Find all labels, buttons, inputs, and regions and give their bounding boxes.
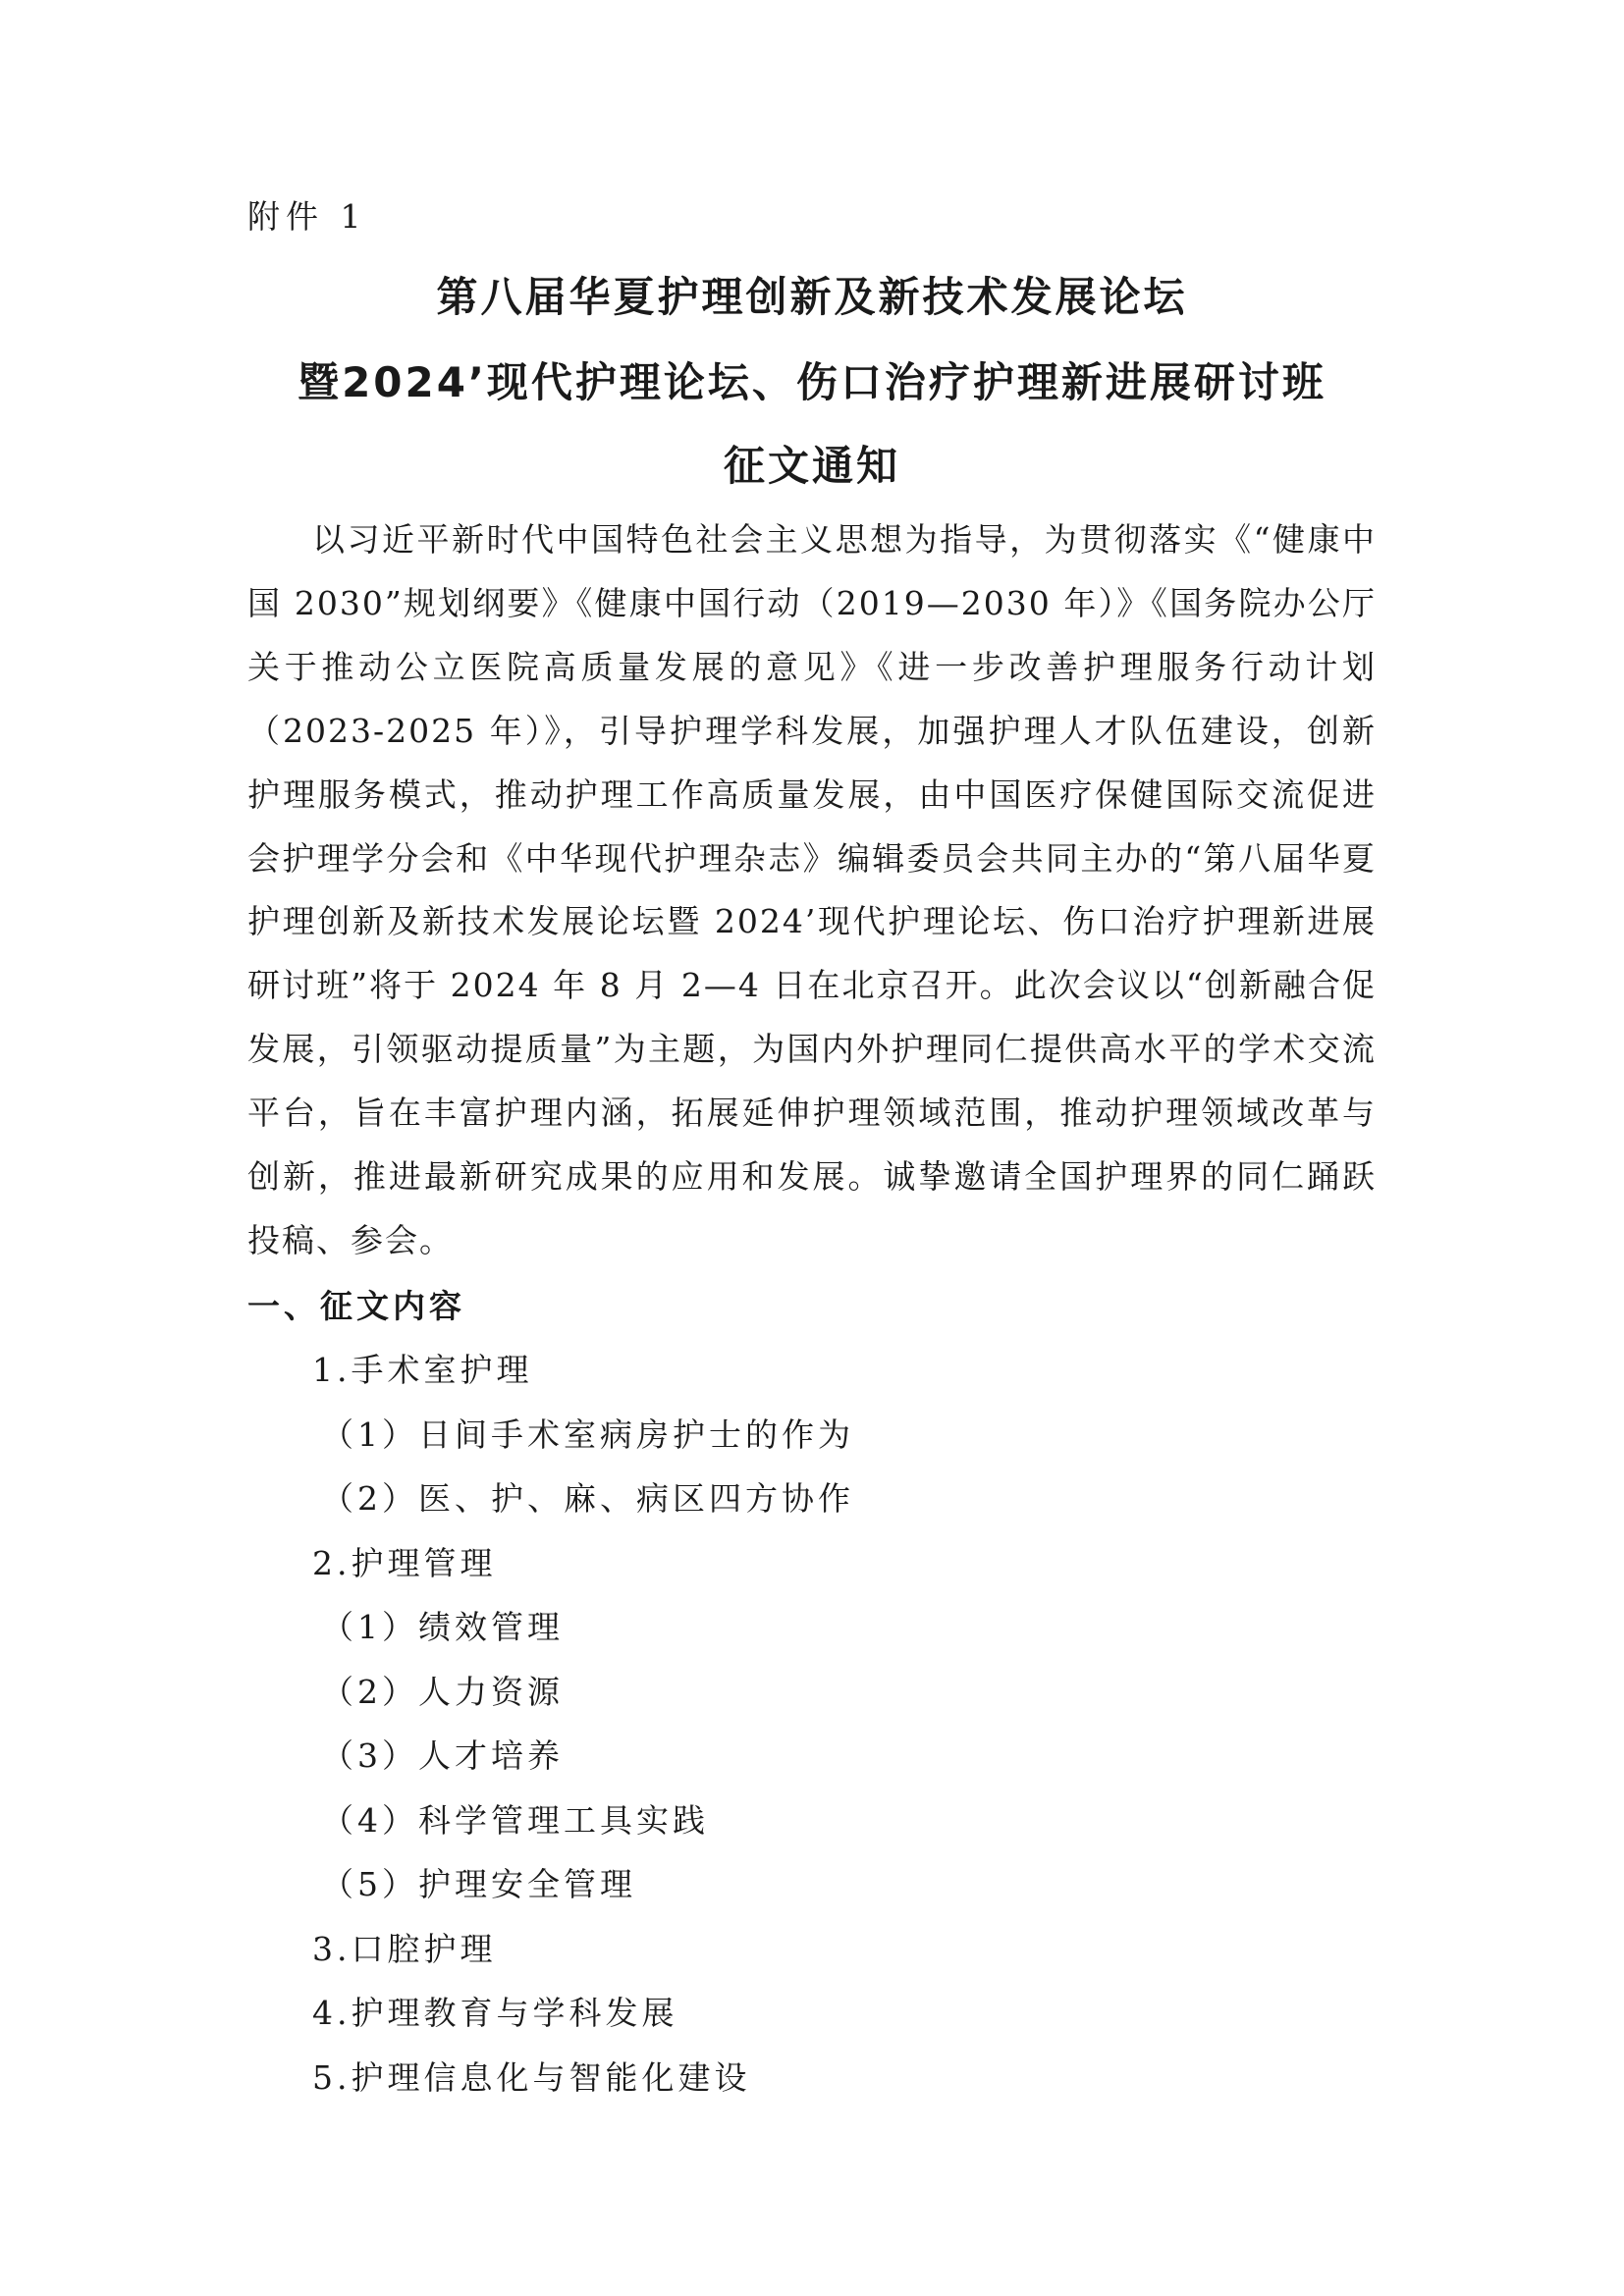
title-line-3: 征文通知: [723, 442, 900, 490]
attachment-label: 附件 1: [247, 197, 367, 236]
outline-subtopic: （1）日间手术室病房护士的作为: [321, 1415, 854, 1454]
outline-topic: 3.口腔护理: [312, 1929, 497, 1968]
outline-subtopic: （5）护理安全管理: [321, 1865, 636, 1903]
outline-subtopic: （4）科学管理工具实践: [321, 1800, 709, 1840]
outline-topic: 5.护理信息化与智能化建设: [312, 2057, 751, 2097]
intro-paragraph: 以习近平新时代中国特色社会主义思想为指导，为贯彻落实《“健康中国 2030”规划纲要》《健康中国行动（2019—2030 年）》《国务院办公厅关于推动公立医院高质量发展的意见》《进一步改善护理服务行动计划（2023-2025 年）》，引导护理学科发展，加强护理人才队伍建设，创新护理服务模式，推动护理工作高质量发展，由中国医疗保健国际交流促进会护理学分会和《中华现代护理杂志》编辑委员会共同主办的“第八届华夏护理创新及新技术发展论坛暨 2024’现代护理论坛、伤口治疗护理新进展研讨班”将于 2024 年 8 月 2—4 日在北京召开。此次会议以“创新融合促发展，引领驱动提质量”为主题，为国内外护理同仁提供高水平的学术交流平台，旨在丰富护理内涵，拓展延伸护理领域范围，推动护理领域改革与创新，推进最新研究成果的应用和发展。诚挚邀请全国护理界的同仁踊跃投稿、参会。: [247, 520, 1377, 1259]
title-line-1: 第八届华夏护理创新及新技术发展论坛: [436, 273, 1188, 321]
outline-subtopic: （3）人才培养: [321, 1736, 564, 1775]
outline-subtopic: （1）绩效管理: [321, 1608, 564, 1646]
outline-topic: 2.护理管理: [312, 1543, 497, 1582]
outline-topic: 1.手术室护理: [312, 1351, 533, 1389]
outline-subtopic: （2）人力资源: [321, 1672, 564, 1711]
title-line-2: 暨2024’现代护理论坛、伤口治疗护理新进展研讨班: [298, 358, 1326, 406]
outline-subtopic: （2）医、护、麻、病区四方协作: [321, 1479, 854, 1518]
section-heading: 一、征文内容: [247, 1287, 465, 1325]
outline-topic: 4.护理教育与学科发展: [312, 1994, 678, 2032]
